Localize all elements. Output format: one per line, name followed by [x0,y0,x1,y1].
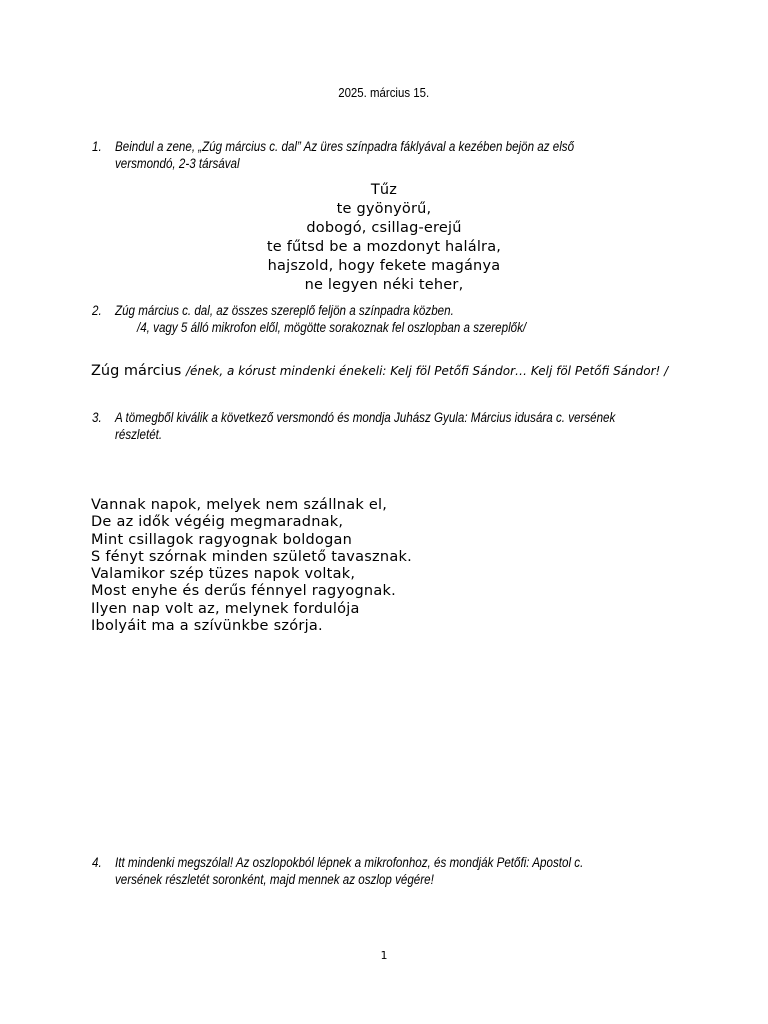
step-number: 3. [92,410,102,425]
step-line: Itt mindenki megszólal! Az oszlopokból lépnek a mikrofonhoz, és mondják Petőfi: Apostol c. [115,855,584,870]
step-text [115,302,590,336]
poem-line: Ilyen nap volt az, melynek fordulója [91,600,360,617]
step-line: Beindul a zene, „Zúg március c. dal” Az üres színpadra fáklyával a kezében bejön az első [115,139,575,154]
poem-line: Most enyhe és derűs fénnyel ragyognak. [91,583,397,600]
step-line: /4, vagy 5 álló mikrofon elől, mögötte sorakoznak fel oszlopban a szereplők/ [137,320,527,335]
poem-line: S fényt szórnak minden születő tavasznak. [91,548,413,565]
poem-line: De az idők végéig megmaradnak, [91,514,344,531]
document-date [0,85,768,100]
poem-line: hajszold, hogy fekete magánya [267,258,501,274]
step-number: 4. [92,855,102,870]
poem-line: Tűz [370,182,398,198]
song-block [91,362,691,379]
step-line: versének részletét soronként, majd mennek az oszlop végére! [115,872,434,887]
step-text [115,854,660,888]
poem-line: Vannak napok, melyek nem szállnak el, [91,497,388,513]
poem-line: ne legyen néki teher, [304,277,464,293]
poem-marcius-idusara [91,497,412,635]
step-text [115,138,649,172]
poem-line: dobogó, csillag-erejű [306,220,462,236]
date-text: 2025. március 15. [338,85,430,100]
poem-line: te fűtsd be a mozdonyt halálra, [266,239,502,255]
poem-line: te gyönyörű, [336,201,432,217]
step-line: A tömegből kiválik a következő versmondó és mondja Juhász Gyula: Március idusára c. versének [115,410,616,425]
step-number: 1. [92,139,102,154]
step-line: versmondó, 2-3 társával [115,156,240,171]
step-number: 2. [92,303,102,318]
poem-tuz [0,181,768,295]
step-text [115,409,697,443]
step-line: Zúg március c. dal, az összes szereplő feljön a színpadra közben. [115,303,454,318]
page-number: 1 [380,949,388,962]
poem-line: Valamikor szép tüzes napok voltak, [91,566,356,583]
poem-line: Ibolyáit ma a szívünkbe szórja. [91,618,323,635]
song-note: /ének, a kórust mindenki énekeli: Kelj föl Petőfi Sándor… Kelj föl Petőfi Sándor! / [185,364,669,378]
song-title: Zúg március [91,363,186,379]
step-line: részletét. [115,427,163,442]
poem-line: Mint csillagok ragyognak boldogan [91,531,353,548]
